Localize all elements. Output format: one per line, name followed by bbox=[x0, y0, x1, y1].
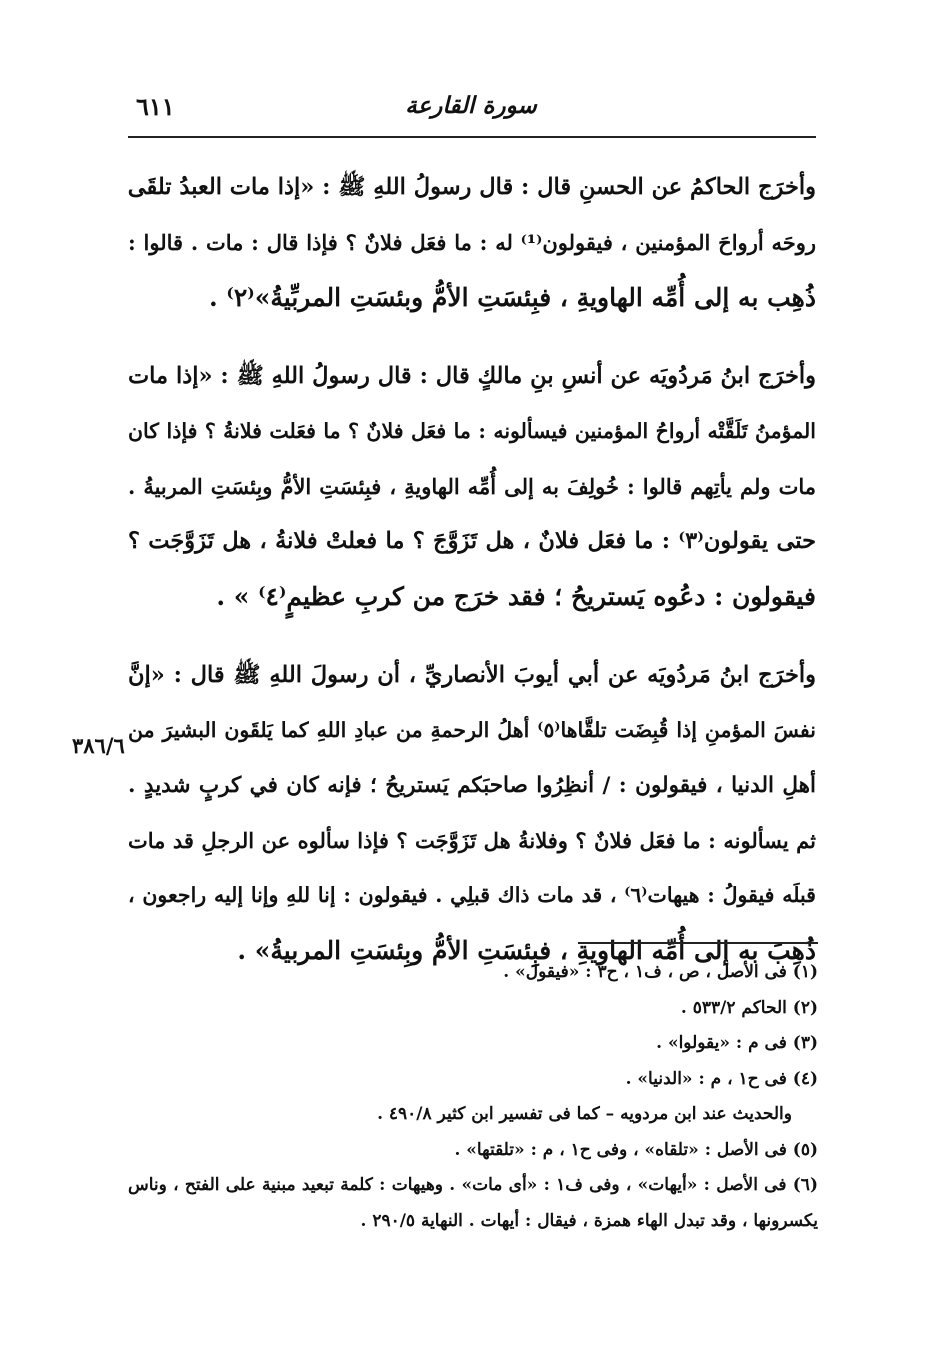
text-line: أهلِ الدنيا ، فيقولون : / أنظِرُوا صاحبَكم يَستريحُ ؛ فإنه كان في كربٍ شديدٍ . bbox=[128, 773, 816, 798]
text-line: وأخرَج ابنُ مَردُويَه عن أنسِ بنِ مالكٍ قال : قال رسولُ اللهِ ﷺ : «إذا مات bbox=[128, 363, 816, 389]
paragraph-3 bbox=[128, 648, 816, 978]
text-line: نفسَ المؤمنِ إذا قُبِضَت تلقَّاها⁽٥⁾ أهلُ الرحمةِ من عبادِ اللهِ كما يَلقَون البشيرَ من bbox=[128, 718, 816, 742]
text-line: مات ولم يأتِهم قالوا : خُولِفَ به إلى أُمِّه الهاويةِ ، فبِئسَتِ الأمُّ وبِئسَتِ المربيةُ . bbox=[128, 474, 816, 499]
text-line: ذُهِبَ به إلى أُمِّه الهاويةِ ، فبِئسَتِ الأمُّ وبِئسَتِ المربيةُ» . bbox=[237, 936, 816, 965]
main-text bbox=[128, 160, 816, 978]
footnote: (٢) الحاكم ٥٣٣/٢ . bbox=[680, 997, 818, 1018]
text-line: حتى يقولون⁽٣⁾ : ما فعَل فلانٌ ، هل تَزَوَّجَ ؟ ما فعلتْ فلانةُ ، هل تَزَوَّجَت ؟ bbox=[128, 528, 816, 554]
footnote: (٦) فى الأصل : «أيهات» ، وفى ف١ : «أى مات» . وهيهات : كلمة تبعيد مبنية على الفتح ، وناس bbox=[128, 1175, 818, 1195]
footnote: (٣) فى م : «يقولوا» . bbox=[656, 1033, 818, 1053]
text-line: وأخرَج ابنُ مَردُويَه عن أبي أيوبَ الأنصاريِّ ، أن رسولَ اللهِ ﷺ قال : «إنَّ bbox=[128, 662, 816, 688]
footnote: (٥) فى الأصل : «تلقاه» ، وفى ح١ ، م : «تلقتها» . bbox=[454, 1139, 818, 1160]
footnote-continuation: يكسرونها ، وقد تبدل الهاء همزة ، فيقال : أيهات . النهاية ٢٩٠/٥ . bbox=[360, 1210, 818, 1231]
footnotes bbox=[128, 955, 818, 1239]
surah-title: سورة القارعة bbox=[405, 92, 537, 119]
text-line: ثم يسألونه : ما فعَل فلانٌ ؟ وفلانةُ هل تَزَوَّجَت ؟ فإذا سألوه عن الرجلِ قد مات bbox=[128, 828, 816, 853]
text-line: روحَه أرواحَ المؤمنين ، فيقولون⁽¹⁾ له : ما فعَل فلانٌ ؟ فإذا قال : مات . قالوا : bbox=[128, 230, 816, 255]
footnote: (٤) فى ح١ ، م : «الدنيا» . bbox=[625, 1068, 818, 1089]
text-line: فيقولون : دعُوه يَستريحُ ؛ فقد خرَج من كربِ عظيمٍ⁽٤⁾ » . bbox=[216, 582, 816, 611]
footnote-continuation: والحديث عند ابن مردويه – كما فى تفسير ابن كثير ٤٩٠/٨ . bbox=[377, 1104, 792, 1124]
page-number: ٦١١ bbox=[136, 92, 175, 121]
footnote: (١) فى الأصل ، ص ، ف١ ، ح٣ : «فيقول» . bbox=[503, 962, 818, 982]
footnote-divider bbox=[578, 942, 818, 944]
page-header bbox=[128, 88, 814, 134]
header-divider bbox=[128, 136, 816, 138]
text-line: ذُهِب به إلى أُمِّه الهاويةِ ، فبِئسَتِ الأمُّ وبئسَتِ المربِّيةُ»⁽٢⁾ . bbox=[209, 283, 816, 312]
paragraph-1 bbox=[128, 160, 816, 325]
paragraph-2 bbox=[128, 349, 816, 624]
text-line: وأخرَج الحاكمُ عن الحسنِ قال : قال رسولُ اللهِ ﷺ : «إذا مات العبدُ تلقَى bbox=[128, 174, 816, 200]
margin-reference: ٣٨٦/٦ bbox=[72, 733, 125, 758]
text-line: قبلَه فيقولُ : هيهات⁽٦⁾ ، قد مات ذاك قبلِي . فيقولون : إنا للهِ وإنا إليه راجعون ، bbox=[128, 883, 816, 907]
text-line: المؤمنُ تَلَقَّتْه أرواحُ المؤمنين فيسألونه : ما فعَل فلانٌ ؟ ما فعَلت فلانةُ ؟ فإذا كان bbox=[128, 419, 816, 443]
